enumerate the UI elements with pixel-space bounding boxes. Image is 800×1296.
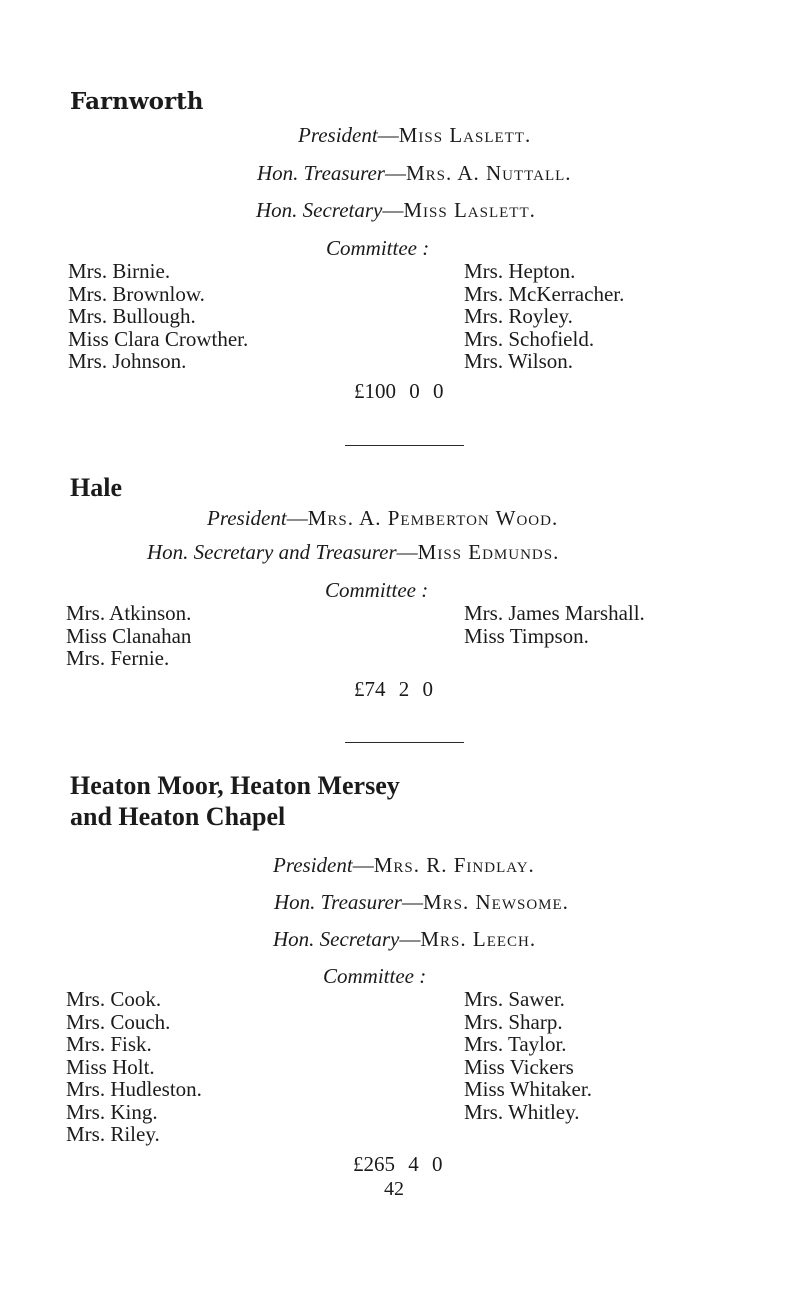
separator: —	[352, 853, 374, 877]
officer-secretary-treasurer	[147, 539, 559, 565]
officer-name: Miss Edmunds.	[417, 540, 560, 564]
separator: —	[396, 540, 418, 564]
member-name: Mrs. James Marshall.	[464, 601, 645, 625]
member-name: Mrs. Fisk.	[66, 1032, 152, 1056]
member-name: Miss Clara Crowther.	[68, 326, 249, 351]
member-name: Mrs. McKerracher.	[464, 281, 625, 306]
member-name: Mrs. Royley.	[464, 304, 573, 328]
member-name: Mrs. Wilson.	[464, 349, 574, 373]
member-name: Mrs. Johnson.	[68, 349, 187, 373]
member-name: Mrs. Sawer.	[464, 987, 565, 1011]
committee-title: Committee :	[325, 578, 429, 602]
officer-name: Miss Laslett.	[403, 198, 536, 222]
section-heading-hale: Hale	[70, 473, 122, 502]
officer-secretary	[256, 197, 536, 223]
member-name: Mrs. Couch.	[66, 1009, 171, 1034]
separator: —	[377, 123, 399, 147]
subscription-amount: £100 0 0	[354, 379, 444, 403]
member-name: Mrs. Riley.	[66, 1122, 160, 1146]
officer-role: President	[273, 853, 353, 877]
member-name: Miss Timpson.	[464, 623, 589, 648]
officer-name: Mrs. Leech.	[420, 927, 537, 951]
section-divider	[345, 742, 464, 743]
officer-role: President	[207, 506, 287, 530]
officer-role: Hon. Treasurer	[274, 890, 402, 914]
officer-secretary	[273, 926, 536, 952]
separator: —	[401, 890, 423, 914]
separator: —	[384, 161, 406, 185]
officer-name: Mrs. A. Pemberton Wood.	[307, 506, 559, 530]
member-name: Mrs. Cook.	[66, 987, 162, 1011]
officer-name: Mrs. Newsome.	[422, 890, 569, 914]
member-name: Mrs. Hepton.	[464, 259, 576, 283]
member-name: Mrs. Hudleston.	[66, 1077, 202, 1101]
officer-role: President	[298, 123, 378, 147]
officer-role: Hon. Treasurer	[257, 161, 385, 185]
member-name: Mrs. King.	[66, 1099, 158, 1124]
member-name: Mrs. Sharp.	[464, 1009, 563, 1034]
member-name: Miss Holt.	[66, 1054, 155, 1079]
separator: —	[399, 927, 421, 951]
member-name: Mrs. Taylor.	[464, 1032, 567, 1056]
committee-members-right	[464, 260, 624, 373]
member-name: Mrs. Whitley.	[464, 1099, 580, 1124]
page-number: 42	[384, 1178, 404, 1200]
member-name: Mrs. Atkinson.	[66, 601, 192, 625]
member-name: Miss Clanahan	[66, 623, 192, 648]
section-heading-farnworth: Farnworth	[70, 88, 204, 115]
officer-role: Hon. Secretary	[273, 927, 400, 951]
officer-name: Mrs. R. Findlay.	[373, 853, 535, 877]
member-name: Mrs. Bullough.	[68, 304, 196, 328]
separator: —	[286, 506, 308, 530]
officer-president	[207, 505, 558, 531]
committee-members-left	[66, 602, 191, 670]
officer-treasurer	[274, 889, 569, 915]
member-name: Mrs. Schofield.	[464, 326, 595, 351]
section-divider	[345, 445, 464, 446]
officer-role: Hon. Secretary	[256, 198, 383, 222]
section-heading-heaton-line1: Heaton Moor, Heaton Mersey	[70, 771, 400, 800]
member-name: Miss Vickers	[464, 1054, 574, 1079]
committee-members-left	[68, 260, 248, 373]
subscription-amount: £265 4 0	[353, 1152, 443, 1176]
subscription-amount: £74 2 0	[354, 677, 433, 701]
committee-members-left	[66, 988, 202, 1146]
separator: —	[382, 198, 404, 222]
officer-role: Hon. Secretary and Treasurer	[147, 540, 397, 564]
officer-treasurer	[257, 160, 572, 186]
committee-title: Committee :	[326, 236, 430, 260]
committee-members-right	[464, 988, 592, 1123]
member-name: Mrs. Brownlow.	[68, 281, 205, 306]
officer-president	[273, 852, 535, 878]
officer-name: Miss Laslett.	[398, 123, 532, 147]
committee-title: Committee :	[323, 964, 427, 988]
member-name: Miss Whitaker.	[464, 1077, 592, 1101]
section-heading-heaton-line2: and Heaton Chapel	[70, 802, 286, 831]
officer-president	[298, 122, 531, 148]
committee-members-right	[464, 602, 645, 647]
member-name: Mrs. Birnie.	[68, 259, 171, 283]
officer-name: Mrs. A. Nuttall.	[405, 161, 572, 185]
member-name: Mrs. Fernie.	[66, 646, 170, 670]
